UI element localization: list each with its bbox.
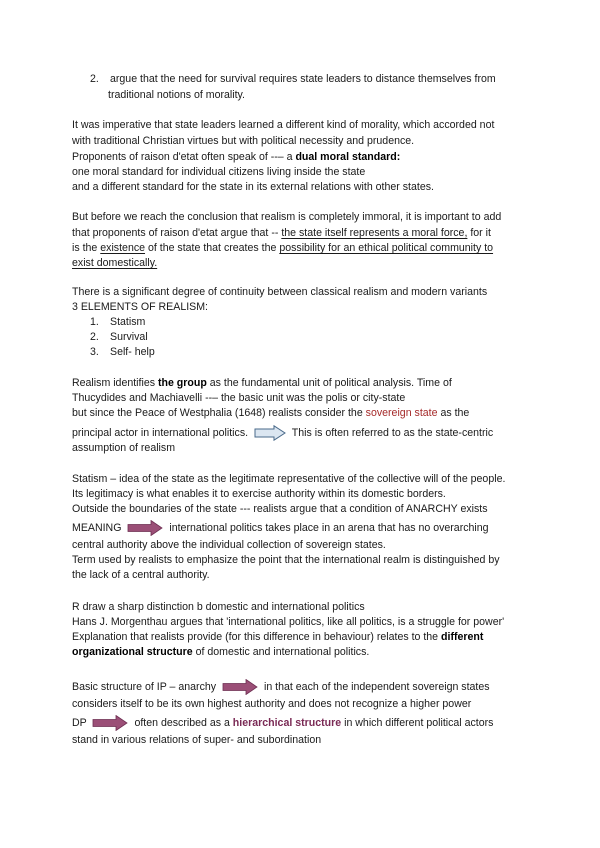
text-span: in which different political actors xyxy=(341,716,494,729)
text-span: in that each of the independent sovereign states xyxy=(263,680,490,693)
p5-line-1: Statism – idea of the state as the legitimate representative of the collective will of the people. xyxy=(72,473,506,485)
p5-line-4 xyxy=(72,520,489,536)
p5-line-2: Its legitimacy is what enables it to exercise authority within its domestic borders. xyxy=(72,488,446,500)
p7-line-4: stand in various relations of super- and subordination xyxy=(72,734,322,746)
text-span: : xyxy=(396,151,401,163)
hierarchical-structure-term: hierarchical structure xyxy=(232,716,342,729)
text-span: often described as a xyxy=(134,716,233,729)
text-span: as the xyxy=(437,407,470,419)
right-arrow-solid-icon xyxy=(92,715,128,731)
text-span: Proponents of raison d'etat often speak of --– a xyxy=(72,151,296,163)
list-text: argue that the need for survival requires state leaders to distance themselves from xyxy=(110,73,496,85)
sovereign-state-term: sovereign state xyxy=(365,407,438,419)
text-span: that proponents of raison d'etat argue that -- xyxy=(72,227,282,239)
p1-line-2: with traditional Christian virtues but with political necessity and prudence. xyxy=(72,135,415,147)
p6-line-2: Hans J. Morgenthau argues that 'international politics, like all politics, is a struggle for power' xyxy=(72,616,505,628)
list-text: Self- help xyxy=(110,346,155,358)
list-item xyxy=(90,345,155,359)
p6-line-3 xyxy=(72,630,483,644)
list-number: 2. xyxy=(90,73,99,85)
right-arrow-solid-icon xyxy=(222,679,258,695)
list-number: 2. xyxy=(90,331,99,343)
p1-line-5: and a different standard for the state in its external relations with other states. xyxy=(72,181,434,193)
text-span: of domestic and international politics. xyxy=(192,646,370,658)
p3-line-1: There is a significant degree of continuity between classical realism and modern variants xyxy=(72,286,488,298)
p4-line-2: Thucydides and Machiavelli --– the basic unit was the polis or city-state xyxy=(72,392,406,404)
text-span: international politics takes place in an arena that has no overarching xyxy=(169,521,489,534)
p2-line-4: exist domestically. xyxy=(72,257,158,269)
moral-force-underlined: the state itself represents a moral force, xyxy=(281,227,468,239)
the-group-term: the group xyxy=(157,377,207,389)
list-item-2 xyxy=(90,72,496,86)
text-span: Explanation that realists provide (for this difference in behaviour) relates to the xyxy=(72,631,442,643)
p2-line-2 xyxy=(72,226,491,240)
p1-line-4: one moral standard for individual citizens living inside the state xyxy=(72,166,366,178)
text-span: This is often referred to as the state-centric xyxy=(291,426,494,439)
list-item-2-continuation: traditional notions of morality. xyxy=(108,89,245,101)
p2-line-1: But before we reach the conclusion that realism is completely immoral, it is important to add xyxy=(72,211,502,223)
right-arrow-solid-icon xyxy=(127,520,163,536)
p1-line-3 xyxy=(72,150,400,164)
p5-line-3: Outside the boundaries of the state --- realists argue that a condition of ANARCHY exists xyxy=(72,503,488,515)
dual-moral-standard-term: dual moral standard xyxy=(295,151,397,163)
text-span: of the state that creates the xyxy=(145,242,280,254)
p4-line-3 xyxy=(72,406,469,420)
right-arrow-outline-icon xyxy=(254,425,286,441)
p4-line-1 xyxy=(72,376,452,390)
p4-line-4 xyxy=(72,425,493,441)
list-text: Survival xyxy=(110,331,148,343)
p4-line-5: assumption of realism xyxy=(72,442,176,454)
existence-underlined: existence xyxy=(100,242,146,254)
p1-line-1: It was imperative that state leaders learned a different kind of morality, which accorded not xyxy=(72,119,495,131)
p5-line-7: the lack of a central authority. xyxy=(72,569,210,581)
text-span: DP xyxy=(72,716,87,729)
p6-line-4 xyxy=(72,645,369,659)
p2-line-3 xyxy=(72,241,493,255)
p5-line-5: central authority above the individual collection of sovereign states. xyxy=(72,539,386,551)
text-span: Basic structure of IP – anarchy xyxy=(72,680,217,693)
p7-line-3 xyxy=(72,715,493,731)
text-span: is the xyxy=(72,242,101,254)
text-span: as the fundamental unit of political analysis. Time of xyxy=(206,377,452,389)
elements-heading: 3 ELEMENTS OF REALISM: xyxy=(72,301,208,313)
different-term: different xyxy=(441,631,484,643)
p7-line-2: considers itself to be its own highest authority and does not recognize a higher power xyxy=(72,698,472,710)
text-span: principal actor in international politics. xyxy=(72,426,249,439)
list-number: 1. xyxy=(90,316,99,328)
p7-line-1 xyxy=(72,679,490,695)
list-text: Statism xyxy=(110,316,146,328)
list-number: 3. xyxy=(90,346,99,358)
text-span: but since the Peace of Westphalia (1648) realists consider the xyxy=(72,407,366,419)
organizational-structure-term: organizational structure xyxy=(72,646,193,658)
text-span: MEANING xyxy=(72,521,122,534)
text-span: Realism identifies xyxy=(72,377,158,389)
possibility-underlined: possibility for an ethical political community to xyxy=(279,242,494,254)
p5-line-6: Term used by realists to emphasize the point that the international realm is distinguished by xyxy=(72,554,500,566)
list-item xyxy=(90,315,145,329)
text-span: for it xyxy=(467,227,491,239)
p6-line-1: R draw a sharp distinction b domestic and international politics xyxy=(72,601,365,613)
list-item xyxy=(90,330,148,344)
